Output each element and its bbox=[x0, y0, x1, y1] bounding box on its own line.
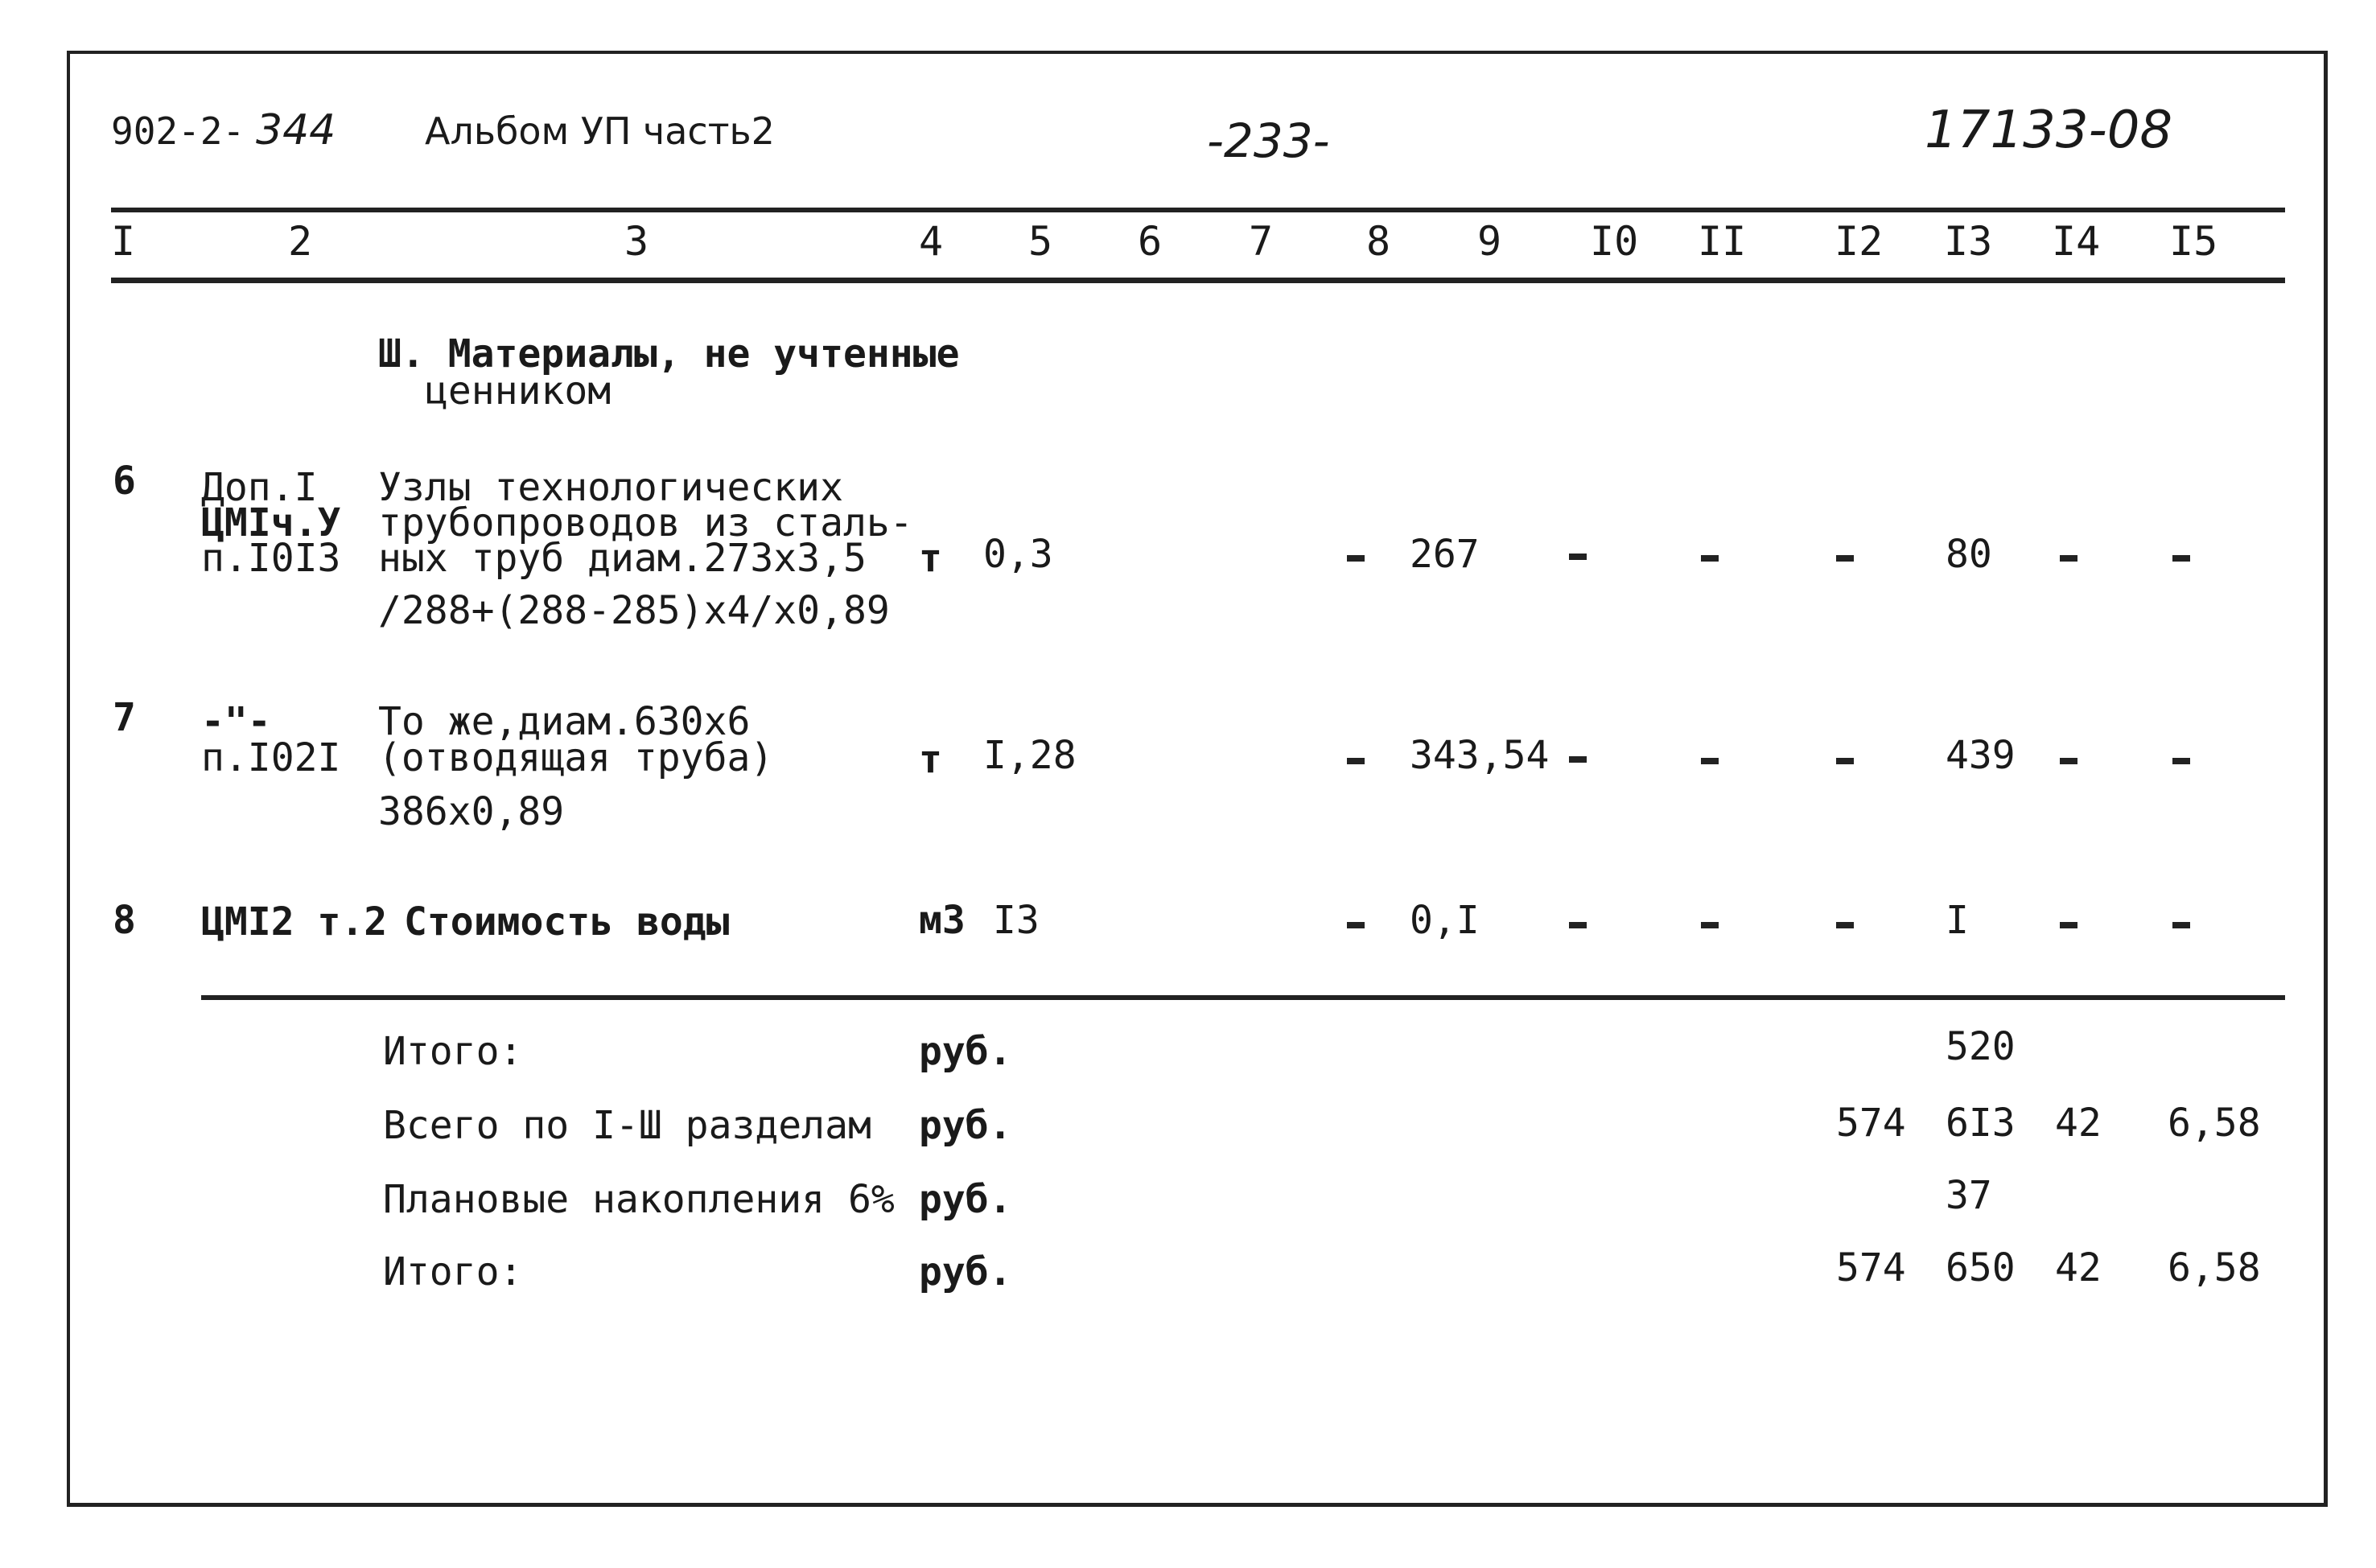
row-c14-dash bbox=[2060, 555, 2077, 562]
row-c9: 267 bbox=[1410, 532, 1480, 577]
col-num-1: I bbox=[111, 218, 136, 265]
totals-c13: 650 bbox=[1946, 1245, 2016, 1290]
row-c9: 0,I bbox=[1410, 898, 1480, 943]
page-number: -233- bbox=[1207, 113, 1330, 168]
row-ref: ЦМI2 т.2 bbox=[201, 899, 388, 945]
row-number: 8 bbox=[113, 898, 136, 943]
doc-number-prefix: 902-2- bbox=[111, 109, 245, 153]
col-num-8: 8 bbox=[1366, 218, 1391, 265]
row-qty: I,28 bbox=[983, 733, 1077, 778]
row-c13: 80 bbox=[1946, 532, 1992, 577]
row-description: Узлы технологических bbox=[378, 465, 843, 510]
col-num-3: 3 bbox=[624, 218, 649, 265]
col-num-14: I4 bbox=[2052, 218, 2101, 265]
row-description: (отводящая труба) bbox=[378, 735, 774, 780]
row-number: 6 bbox=[113, 459, 136, 504]
row-c10-dash bbox=[1569, 922, 1587, 928]
totals-label: Плановые накопления 6% bbox=[383, 1177, 895, 1222]
totals-c14: 42 bbox=[2055, 1101, 2102, 1146]
totals-c13: 520 bbox=[1946, 1024, 2016, 1069]
row-ref: п.I02I bbox=[201, 735, 341, 780]
row-c14-dash bbox=[2060, 922, 2077, 928]
row-description: Стоимость воды bbox=[404, 899, 730, 945]
row-c13: 439 bbox=[1946, 733, 2016, 778]
col-num-10: I0 bbox=[1590, 218, 1639, 265]
row-qty: I3 bbox=[993, 898, 1040, 943]
col-num-11: II bbox=[1698, 218, 1747, 265]
row-ref: п.I0I3 bbox=[201, 536, 341, 581]
doc-number-handwritten: 344 bbox=[256, 106, 336, 154]
totals-label: Итого: bbox=[383, 1029, 523, 1074]
row-c11-dash bbox=[1701, 555, 1719, 562]
row-ref: ЦМIч.У bbox=[201, 500, 341, 545]
col-num-5: 5 bbox=[1028, 218, 1053, 265]
col-num-2: 2 bbox=[288, 218, 313, 265]
row-number: 7 bbox=[113, 695, 136, 740]
totals-c15: 6,58 bbox=[2168, 1245, 2261, 1290]
totals-c12: 574 bbox=[1836, 1101, 1906, 1146]
row-description: трубопроводов из сталь- bbox=[378, 500, 913, 545]
row-unit: т bbox=[919, 737, 942, 782]
row-description: ных труб диам.273х3,5 bbox=[378, 536, 867, 581]
row-description: 386х0,89 bbox=[378, 789, 565, 834]
totals-unit: руб. bbox=[919, 1249, 1012, 1294]
album-title: Альбом УП часть2 bbox=[425, 109, 775, 153]
col-num-15: I5 bbox=[2169, 218, 2218, 265]
row-description: То же,диам.630х6 bbox=[378, 699, 751, 744]
totals-c12: 574 bbox=[1836, 1245, 1906, 1290]
row-c10-dash bbox=[1569, 554, 1587, 560]
totals-label: Всего по I-Ш разделам bbox=[383, 1103, 871, 1148]
header-rule-top bbox=[111, 208, 2285, 212]
totals-c13: 6I3 bbox=[1946, 1101, 2016, 1146]
row-ref: -"- bbox=[201, 699, 271, 744]
row-c12-dash bbox=[1836, 555, 1854, 562]
col-num-9: 9 bbox=[1477, 218, 1502, 265]
col-num-7: 7 bbox=[1249, 218, 1274, 265]
row-qty: 0,3 bbox=[983, 532, 1053, 577]
row-c11-dash bbox=[1701, 758, 1719, 764]
totals-rule bbox=[201, 995, 2285, 1000]
section-title: Ш. Материалы, не учтенные bbox=[378, 331, 960, 377]
totals-c14: 42 bbox=[2055, 1245, 2102, 1290]
row-c10-dash bbox=[1569, 756, 1587, 763]
doc-code: 17133-08 bbox=[1925, 101, 2173, 160]
col-num-6: 6 bbox=[1138, 218, 1163, 265]
row-c8-dash bbox=[1347, 922, 1365, 928]
totals-c13: 37 bbox=[1946, 1173, 1992, 1218]
section-title-cont: ценником bbox=[425, 368, 612, 414]
row-unit: м3 bbox=[919, 898, 966, 943]
header-rule-bottom bbox=[111, 278, 2285, 283]
col-num-12: I2 bbox=[1835, 218, 1884, 265]
totals-unit: руб. bbox=[919, 1029, 1012, 1074]
row-unit: т bbox=[919, 536, 942, 581]
row-c9: 343,54 bbox=[1410, 733, 1550, 778]
row-c8-dash bbox=[1347, 758, 1365, 764]
row-ref: Доп.I bbox=[201, 465, 318, 510]
row-c14-dash bbox=[2060, 758, 2077, 764]
row-c15-dash bbox=[2172, 758, 2190, 764]
totals-unit: руб. bbox=[919, 1103, 1012, 1148]
row-description: /288+(288-285)х4/х0,89 bbox=[378, 588, 890, 633]
row-c15-dash bbox=[2172, 922, 2190, 928]
col-num-13: I3 bbox=[1944, 218, 1993, 265]
row-c11-dash bbox=[1701, 922, 1719, 928]
row-c15-dash bbox=[2172, 555, 2190, 562]
row-c8-dash bbox=[1347, 555, 1365, 562]
row-c13: I bbox=[1946, 898, 1969, 943]
col-num-4: 4 bbox=[919, 218, 944, 265]
row-c12-dash bbox=[1836, 758, 1854, 764]
totals-c15: 6,58 bbox=[2168, 1101, 2261, 1146]
totals-label: Итого: bbox=[383, 1249, 523, 1294]
totals-unit: руб. bbox=[919, 1177, 1012, 1222]
row-c12-dash bbox=[1836, 922, 1854, 928]
